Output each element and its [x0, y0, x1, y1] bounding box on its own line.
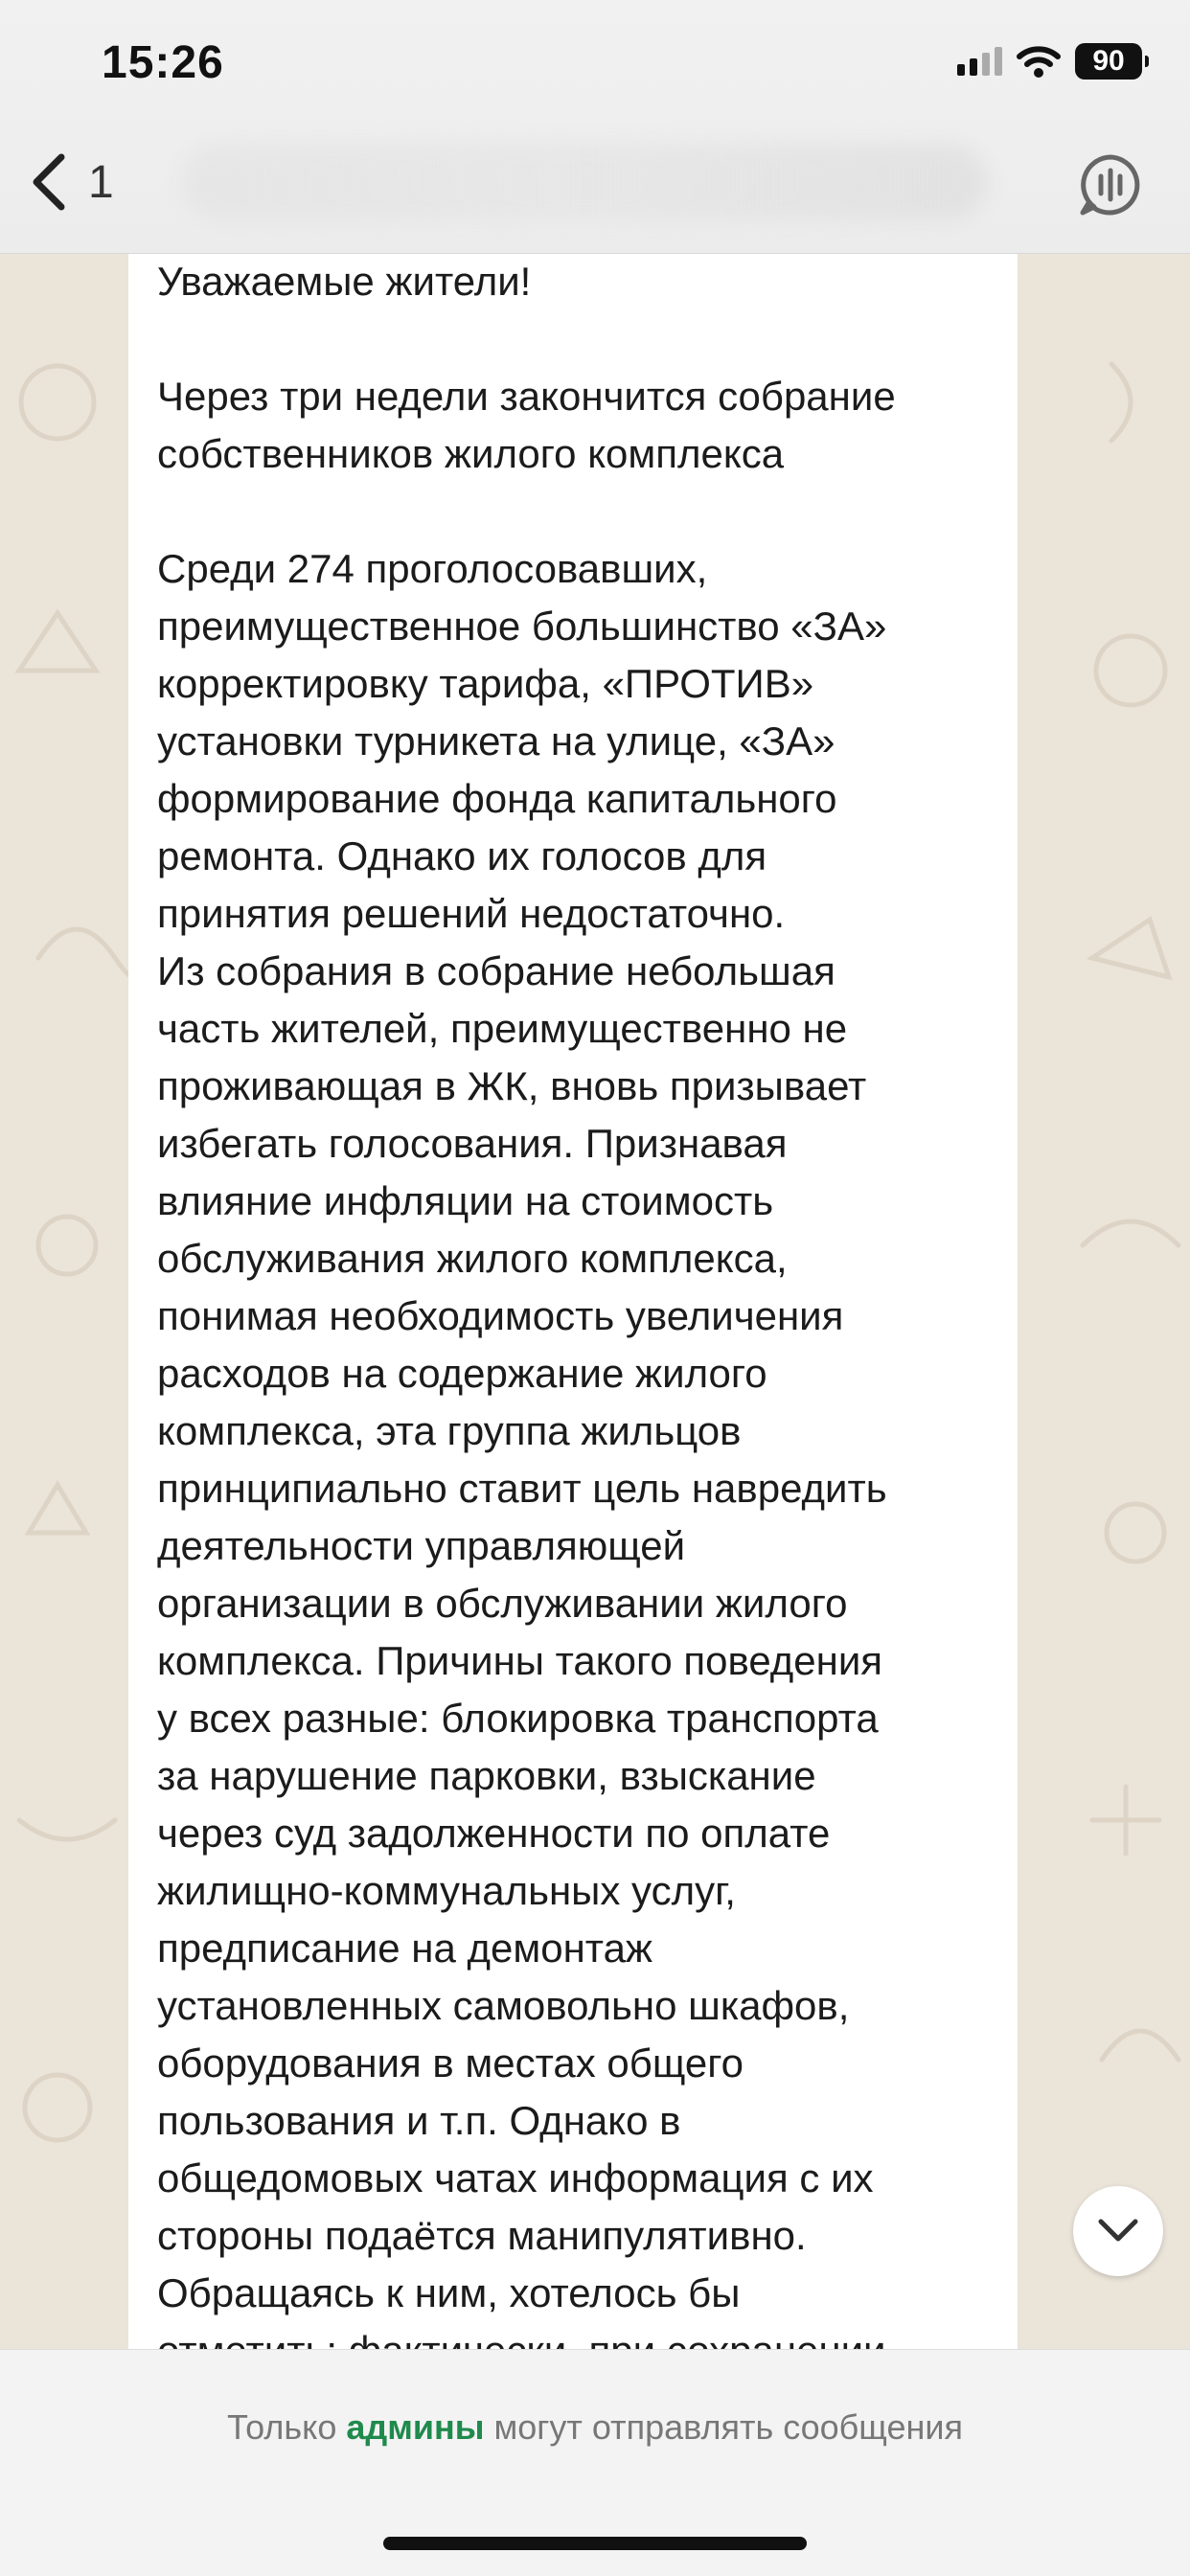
- status-time: 15:26: [102, 37, 224, 88]
- notice-prefix: Только: [227, 2407, 337, 2447]
- chat-header: [0, 0, 1190, 254]
- message-text: Уважаемые жители! Через три недели закончится собрание собственников жилого комплекса Среди 274 проголосовавших, преимущественное большинство «ЗА» корректировку тарифа, «ПРОТИВ» установки турникета на улице, «ЗА» формирование фонда капитального ремонта. Однако их голосов для принятия решений недостаточно. Из собрания в собрание небольшая часть жителей, преимущественно не проживающая в ЖК, вновь призывает избегать голосования. Признавая влияние инфляции на стоимость обслуживания жилого комплекса, понимая необходимость увеличения расходов на содержание жилого комплекса, эта группа жильцов принципиально ставит цель навредить деятельности управляющей организации в обслуживании жилого комплекса. Причины такого поведения у всех разные: блокировка транспорта за нарушение парковки, взыскание через суд задолженности по оплате жилищно-коммунальных услуг, предписание на демонтаж установленных самовольно шкафов, оборудования в местах общего пользования и т.п. Однако в общедомовых чатах информация с их стороны подаётся манипулятивно. Обращаясь к ним, хотелось бы: [157, 259, 896, 2315]
- wifi-icon: [1018, 45, 1060, 78]
- voice-chat-icon: [1079, 153, 1142, 217]
- admins-only-notice: [0, 2407, 1190, 2448]
- scroll-down-button[interactable]: [1073, 2186, 1163, 2276]
- home-indicator: [383, 2537, 807, 2550]
- admins-link[interactable]: админы: [346, 2407, 485, 2447]
- back-button[interactable]: [29, 153, 114, 211]
- chevron-left-icon: [29, 153, 67, 211]
- unread-count: 1: [88, 156, 114, 208]
- chevron-down-icon: [1097, 2218, 1139, 2245]
- notice-suffix: могут отправлять сообщения: [493, 2407, 963, 2447]
- battery-icon: 90: [1075, 43, 1142, 80]
- status-icons: [957, 42, 1142, 80]
- signal-icon: [957, 47, 1002, 76]
- chat-title-blurred[interactable]: [182, 144, 987, 220]
- message-bubble[interactable]: [128, 253, 1018, 2349]
- voice-chat-button[interactable]: [1079, 153, 1142, 221]
